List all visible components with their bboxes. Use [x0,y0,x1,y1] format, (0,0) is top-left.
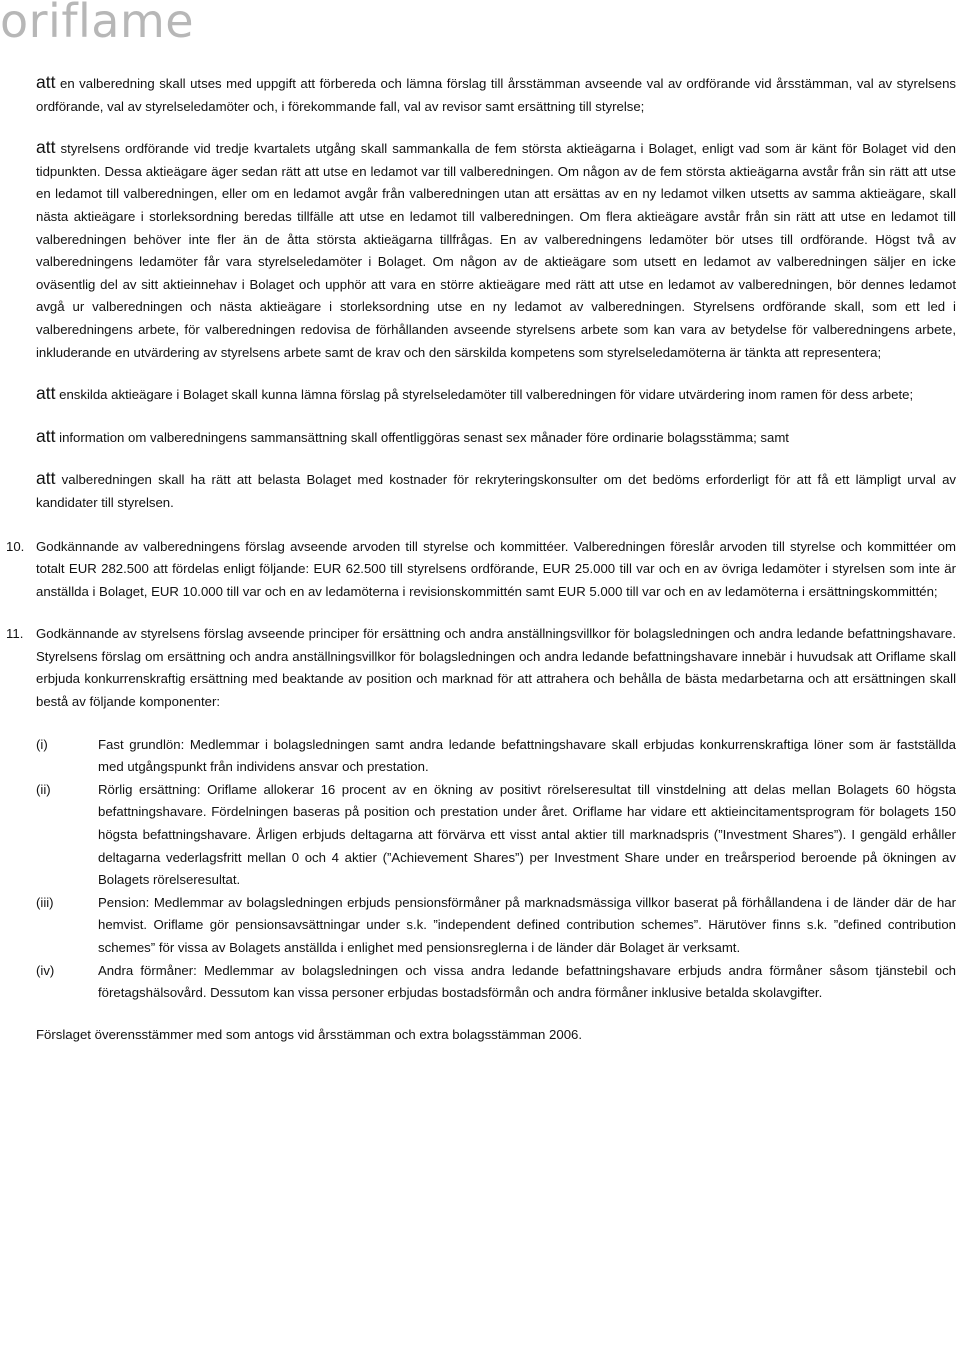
intro-lead: att [36,72,56,92]
component-number: (i) [36,736,48,752]
agenda-item-10 [6,536,956,604]
intro-item [36,469,956,514]
component-number: (ii) [36,781,51,797]
component-item [36,892,956,960]
agenda-number: 11. [6,626,24,642]
component-text: Pension: Medlemmar av bolagsledningen erbjuds pensionsförmåner på marknadsmässiga villkor baserat på förhållandena i de länder där de har hemvist. Oriflame gör pensionsavsättningar under s.k. ”independent defined contribution schemes”. Härutöver finns s.k. ”defined contribution schemes” för vissa av Bolagets anställda i enlighet med pensionsreglerna i de länder där Bolaget är verksamt. [98,894,956,955]
agenda-item-11 [6,623,956,713]
oriflame-logo: oriflame [0,0,195,48]
document-body [6,72,956,1046]
intro-text: styrelsens ordförande vid tredje kvartalets utgång skall sammankalla de fem största aktieägarna i Bolaget, enligt vad som är känt för Bolaget vid den tidpunkten. Dessa aktieägare äger sedan rätt att utse en ledamot var till valberedningen. Om någon av de fem största aktieägarna avstår från sin rätt att utse en ledamot till valberedningen, eller om en ledamot avgår från valberedningen utan att ersättas av en ny ledamot vilken utsetts av samma aktieägare, skall nästa aktieägare i storleksordning beredas tillfälle att utse en ledamot till valberedningen. Om flera aktieägare avstår från sin rätt att utse en ledamot till valberedningen behöver inte fler än de åtta största aktieägarna tillfrågas. En av valberedningens ledamöter bör utses till ordförande. Högst två av valberedningens ledamöter får vara styrelseledamöter i Bolaget. Om någon av de aktieägare som utsett en ledamot av valberedningen säljer en icke oväsentlig del av sitt aktieinnehav i Bolaget och upphör att vara en större aktieägare med rätt att utse en ledamot av valberedningen, bör dennes ledamot avgå ur valberedningen och nästa aktieägare i storleksordning utse en ny ledamot av valberedningen. Styrelsens ordförande skall, som ett led i valberedningens arbete, för valberedningen redovisa de förhållanden avseende styrelsens arbete som kan vara av betydelse för valberedningens arbete, inkluderande en utvärdering av styrelsens arbete samt de krav och den särskilda kompetens som styrelseledamöterna är tänkta att representera; [36,141,956,360]
agenda-text: Godkännande av styrelsens förslag avseende principer för ersättning och andra anställningsvillkor för bolagsledningen och andra ledande befattningshavare. Styrelsens förslag om ersättning och andra anställningsvillkor för bolagsledningen och andra ledande befattningshavare innebär i huvudsak att Oriflame skall erbjuda konkurrenskraftig ersättning med beaktande av position och marknad för att attrahera och behålla de bästa medarbetarna och att ersättningen skall bestå av följande komponenter: [36,626,956,710]
component-text: Andra förmåner: Medlemmar av bolagsledningen och vissa andra ledande befattningshavare erbjuds andra förmåner såsom tjänstebil och företagshälsovård. Dessutom kan vissa personer erbjudas bostadsförmån och andra förmåner inklusive betalda skolavgifter. [98,962,956,1001]
agenda-text: Godkännande av valberedningens förslag avseende arvoden till styrelse och kommittéer. Valberedningen föreslår arvoden till styrelse och kommittéer om totalt EUR 282.500 att fördelas enligt följande: EUR 62.500 till styrelsens ordförande, EUR 25.000 till var och en av övriga ledamöter i styrelsen som inte är anställda i Bolaget, EUR 10.000 till var och en av ledamöterna i revisionskommittén samt EUR 5.000 till var och en av ledamöterna i ersättningskommittén; [36,538,956,599]
component-item [36,779,956,892]
component-item [36,960,956,1005]
intro-lead: att [36,137,56,158]
intro-item [36,384,956,407]
intro-text: en valberedning skall utses med uppgift att förbereda och lämna förslag till årsstämman avseende val av ordförande vid årsstämman, val av styrelsens ordförande, val av styrelseledamöter och, i förekommande fall, val av revisor samt ersättning till styrelse; [36,76,956,114]
component-text: Fast grundlön: Medlemmar i bolagsledningen samt andra ledande befattningshavare skall erbjudas konkurrenskraftiga löner som är fastställda med utgångspunkt från individens ansvar och prestation. [98,736,956,775]
component-text: Rörlig ersättning: Oriflame allokerar 16 procent av en ökning av positivt rörelseresultat till vinstdelning att delas mellan Bolagets 60 högsta befattningshavare. Fördelningen baseras på position och prestation under året. Oriflame har vidare ett aktieincitamentsprogram för bolagets 150 högsta befattningshavare. Årligen erbjuds deltagarna att förvärva ett visst antal aktier till marknadspris (”Investment Shares”). I gengäld erhåller deltagarna vederlagsfritt mellan 0 och 4 aktier (”Achievement Shares”) per Investment Share under en treårsperiod beroende på ökningen av Bolagets rörelseresultat. [98,781,956,888]
compensation-components-list [36,734,956,1005]
intro-lead: att [36,383,56,404]
intro-text: information om valberedningens sammansättning skall offentliggöras senast sex månader före ordinarie bolagsstämma; samt [55,429,789,445]
component-number: (iii) [36,894,54,910]
intro-item [36,73,956,118]
agenda-number: 10. [6,538,25,554]
intro-text: enskilda aktieägare i Bolaget skall kunna lämna förslag på styrelseledamöter till valberedningen för vidare utvärdering inom ramen för dess arbete; [55,387,914,403]
intro-lead: att [36,468,56,489]
intro-item [36,427,956,450]
component-item [36,734,956,779]
intro-item [36,138,956,364]
intro-lead: att [36,425,56,446]
intro-text: valberedningen skall ha rätt att belasta Bolaget med kostnader för rekryteringskonsulter om det bedöms erforderligt för att få ett lämpligt urval av kandidater till styrelsen. [36,472,956,510]
component-number: (iv) [36,962,55,978]
closing-statement: Förslaget överensstämmer med som antogs vid årsstämman och extra bolagsstämman 2006. [36,1026,583,1042]
